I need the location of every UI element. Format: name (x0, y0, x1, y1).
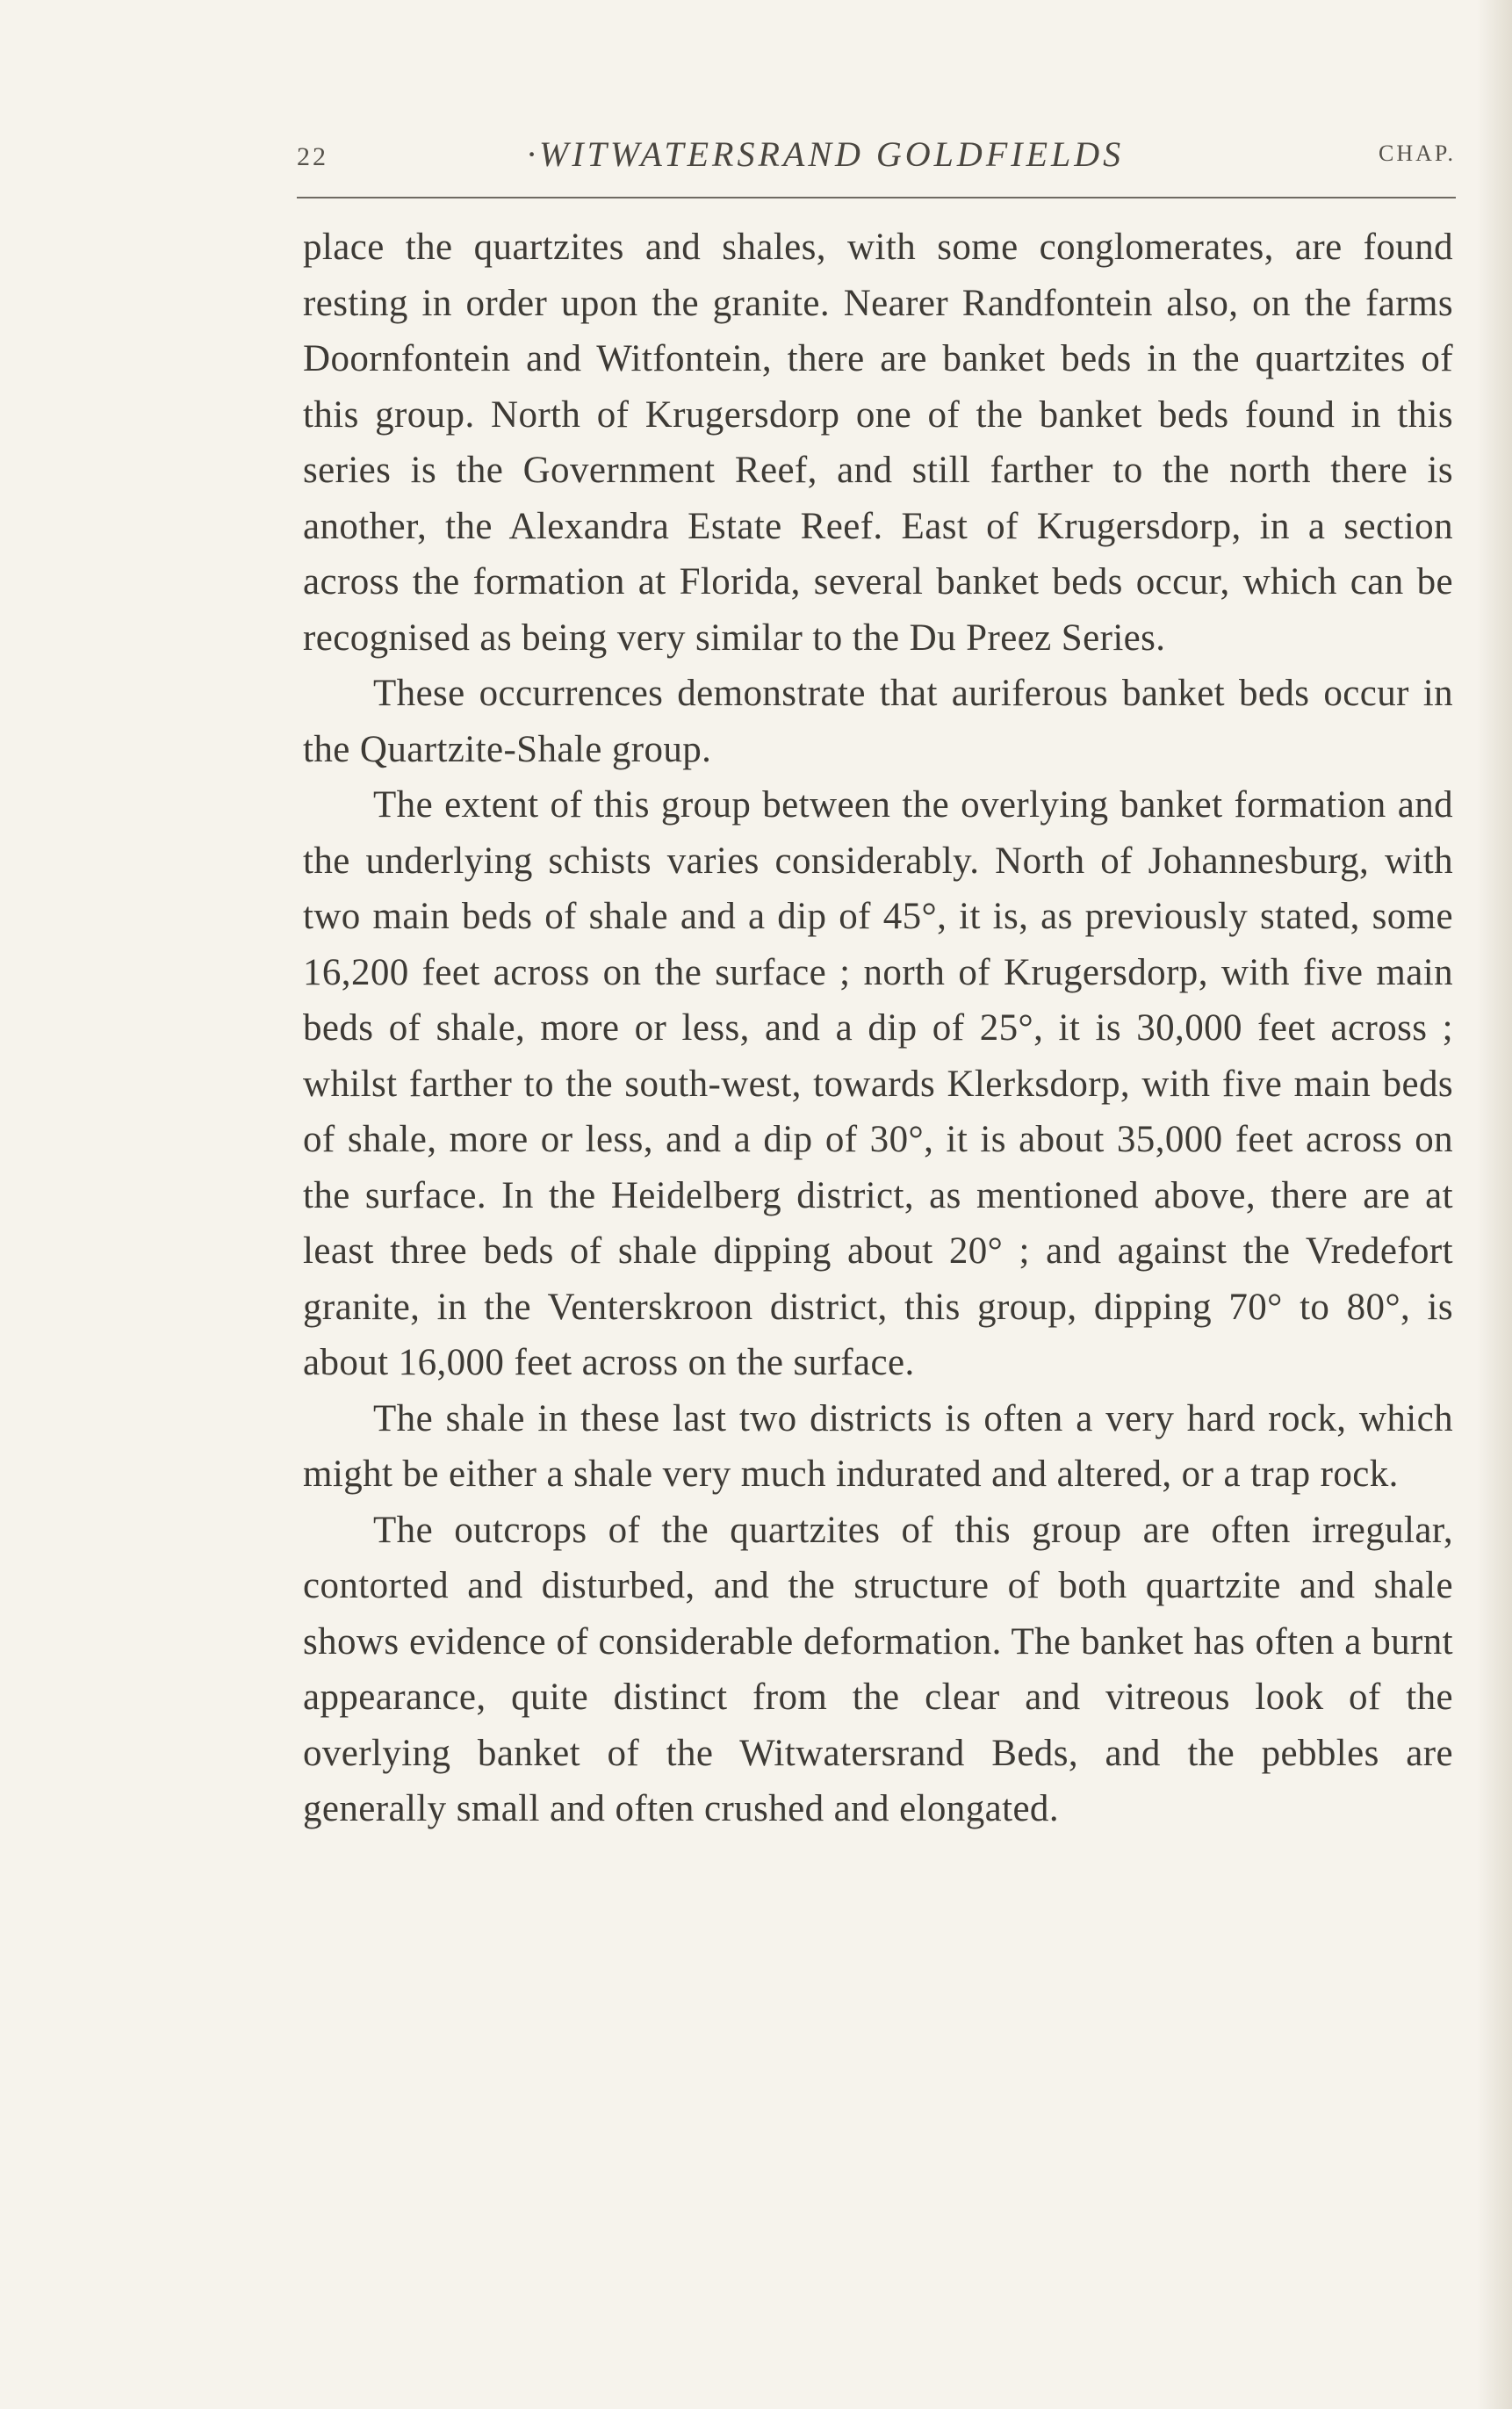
body-text (303, 220, 1453, 1837)
page-number: 22 (297, 142, 328, 171)
page-header (297, 130, 1456, 191)
paragraph: The extent of this group between the overlying banket formation and the underlying schists varies considerably. North of Johannesburg, with two main beds of shale and a dip of 45°, it is, as previously stated, some 16,200 feet across on the surface ; north of Krugersdorp, with five main beds of shale, more or less, and a dip of 25°, it is 30,000 feet across ; whilst farther to the south-west, towards Klerksdorp, with five main beds of shale, more or less, and a dip of 30°, it is about 35,000 feet across on the surface. In the Heidelberg district, as mentioned above, there are at least three beds of shale dipping about 20° ; and against the Vredefort granite, in the Venterskroon district, this group, dipping 70° to 80°, is about 16,000 feet across on the surface. (303, 784, 1453, 1383)
header-rule (297, 197, 1456, 198)
chapter-label: CHAP. (1379, 141, 1456, 166)
paragraph-continued: place the quartzites and shales, with some conglomerates, are found resting in order upon the granite. Nearer Randfontein also, on the farms Doornfontein and Witfontein, there are banket beds in the quartzites of this group. North of Krugersdorp one of the banket beds found in this series is the Government Reef, and still farther to the north there is another, the Alexandra Estate Reef. East of Krugersdorp, in a section across the formation at Florida, several banket beds occur, which can be recognised as being very similar to the Du Preez Series. (303, 227, 1453, 659)
paragraph: The shale in these last two districts is often a very hard rock, which might be either a shale very much indurated and altered, or a trap rock. (303, 1397, 1453, 1495)
running-title: ·WITWATERSRAND GOLDFIELDS (527, 134, 1125, 174)
paragraph: These occurrences demonstrate that auriferous banket beds occur in the Quartzite-Shale group. (303, 673, 1453, 770)
paragraph: The outcrops of the quartzites of this group are often irregular, contorted and disturbed, and the structure of both quartzite and shale shows evidence of considerable deformation. The banket has often a burnt appearance, quite distinct from the clear and vitreous look of the overlying banket of the Witwatersrand Beds, and the pebbles are generally small and often crushed and elongated. (303, 1509, 1453, 1829)
page-edge-shadow (1477, 0, 1512, 2409)
